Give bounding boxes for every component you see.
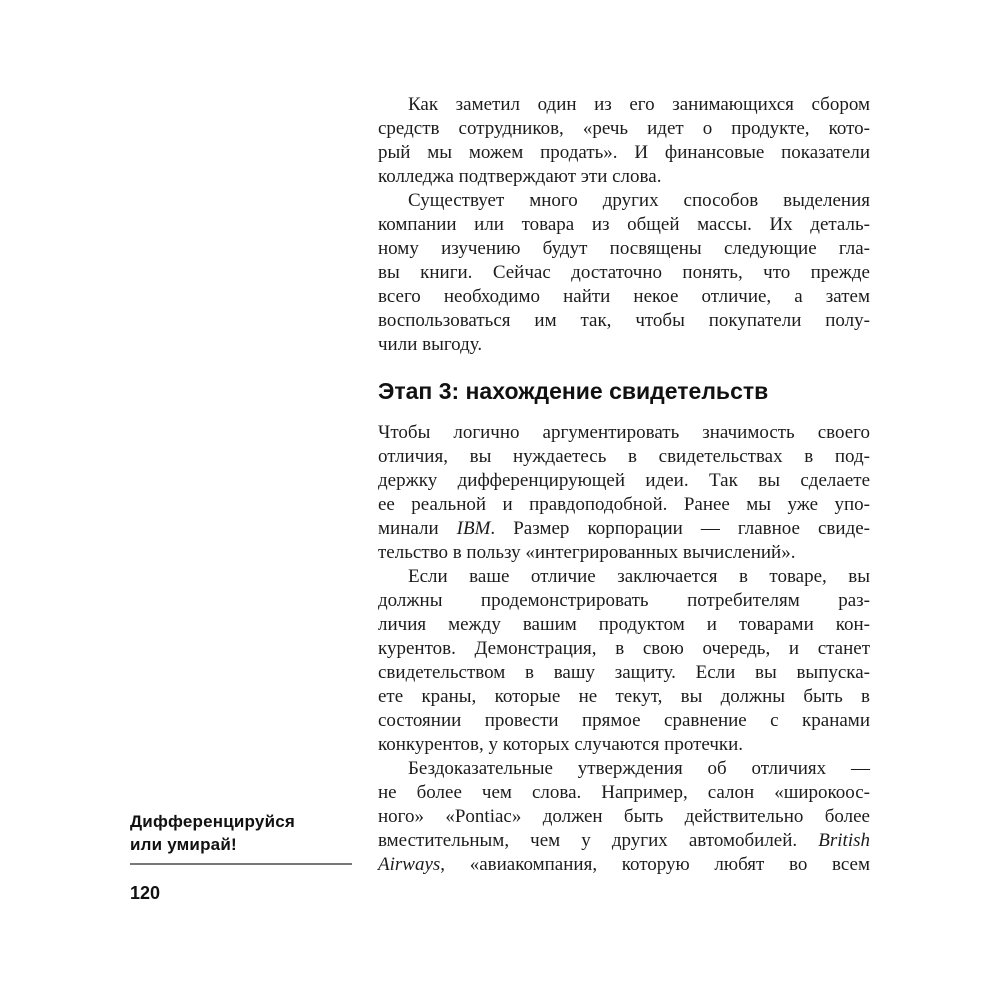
margin-footer [130, 810, 352, 905]
text-line: состоянии провести прямое сравнение с кранами [378, 710, 870, 731]
text-line: рый мы можем продать». И финансовые показатели [378, 142, 870, 163]
text-line: Бездоказательные утверждения об отличиях — [408, 758, 870, 779]
body-text-column [378, 93, 870, 877]
paragraph [378, 757, 870, 877]
section-heading: Этап 3: нахождение свидетельств [378, 378, 769, 404]
text-line: не более чем слова. Например, салон «широкоос- [378, 782, 870, 803]
text-line: ее реальной и правдоподобной. Ранее мы уже упо- [378, 494, 870, 515]
running-title [130, 810, 352, 856]
text-line: свидетельством в вашу защиту. Если вы выпуска- [378, 662, 870, 683]
text-line: минали IBM. Размер корпорации — главное свиде- [378, 518, 870, 539]
text-line: вы книги. Сейчас достаточно понять, что прежде [378, 262, 870, 283]
text-line: тельство в пользу «интегрированных вычислений». [378, 542, 796, 563]
text-line: конкурентов, у которых случаются протечки. [378, 734, 744, 755]
text-line: колледжа подтверждают эти слова. [378, 166, 662, 187]
text-line: личия между вашим продуктом и товарами кон- [378, 614, 870, 635]
running-title-line1: Дифференцируйся [130, 812, 295, 831]
text-line: компании или товара из общей массы. Их деталь- [378, 214, 870, 235]
text-line: средств сотрудников, «речь идет о продукте, кото- [378, 118, 870, 139]
text-line: вместительным, чем у других автомобилей. British [378, 830, 870, 851]
paragraph [378, 421, 870, 565]
text-line: Как заметил один из его занимающихся сбором [408, 94, 870, 115]
text-line: отличия, вы нуждаетесь в свидетельствах в под- [378, 446, 870, 467]
footer-rule [130, 863, 352, 865]
text-line: воспользоваться им так, чтобы покупатели полу- [378, 310, 870, 331]
text-line: ного» «Pontiac» должен быть действительно более [378, 806, 870, 827]
running-title-line2: или умирай! [130, 835, 237, 854]
text-line: всего необходимо найти некое отличие, а затем [378, 286, 870, 307]
text-line: Существует много других способов выделения [408, 190, 870, 211]
paragraph [378, 93, 870, 189]
paragraph [378, 189, 870, 357]
text-line: должны продемонстрировать потребителям раз- [378, 590, 870, 611]
text-line: ете краны, которые не текут, вы должны быть в [378, 686, 870, 707]
paragraph [378, 565, 870, 757]
text-line: Airways, «авиакомпания, которую любят во всем [378, 854, 870, 875]
text-line: Если ваше отличие заключается в товаре, вы [408, 566, 870, 587]
text-line: держку дифференцирующей идеи. Так вы сделаете [378, 470, 870, 491]
text-line: ному изучению будут посвящены следующие гла- [378, 238, 870, 259]
page-number: 120 [130, 883, 161, 903]
text-line: чили выгоду. [378, 334, 483, 355]
text-line: курентов. Демонстрация, в свою очередь, и станет [378, 638, 870, 659]
text-line: Чтобы логично аргументировать значимость своего [378, 422, 870, 443]
